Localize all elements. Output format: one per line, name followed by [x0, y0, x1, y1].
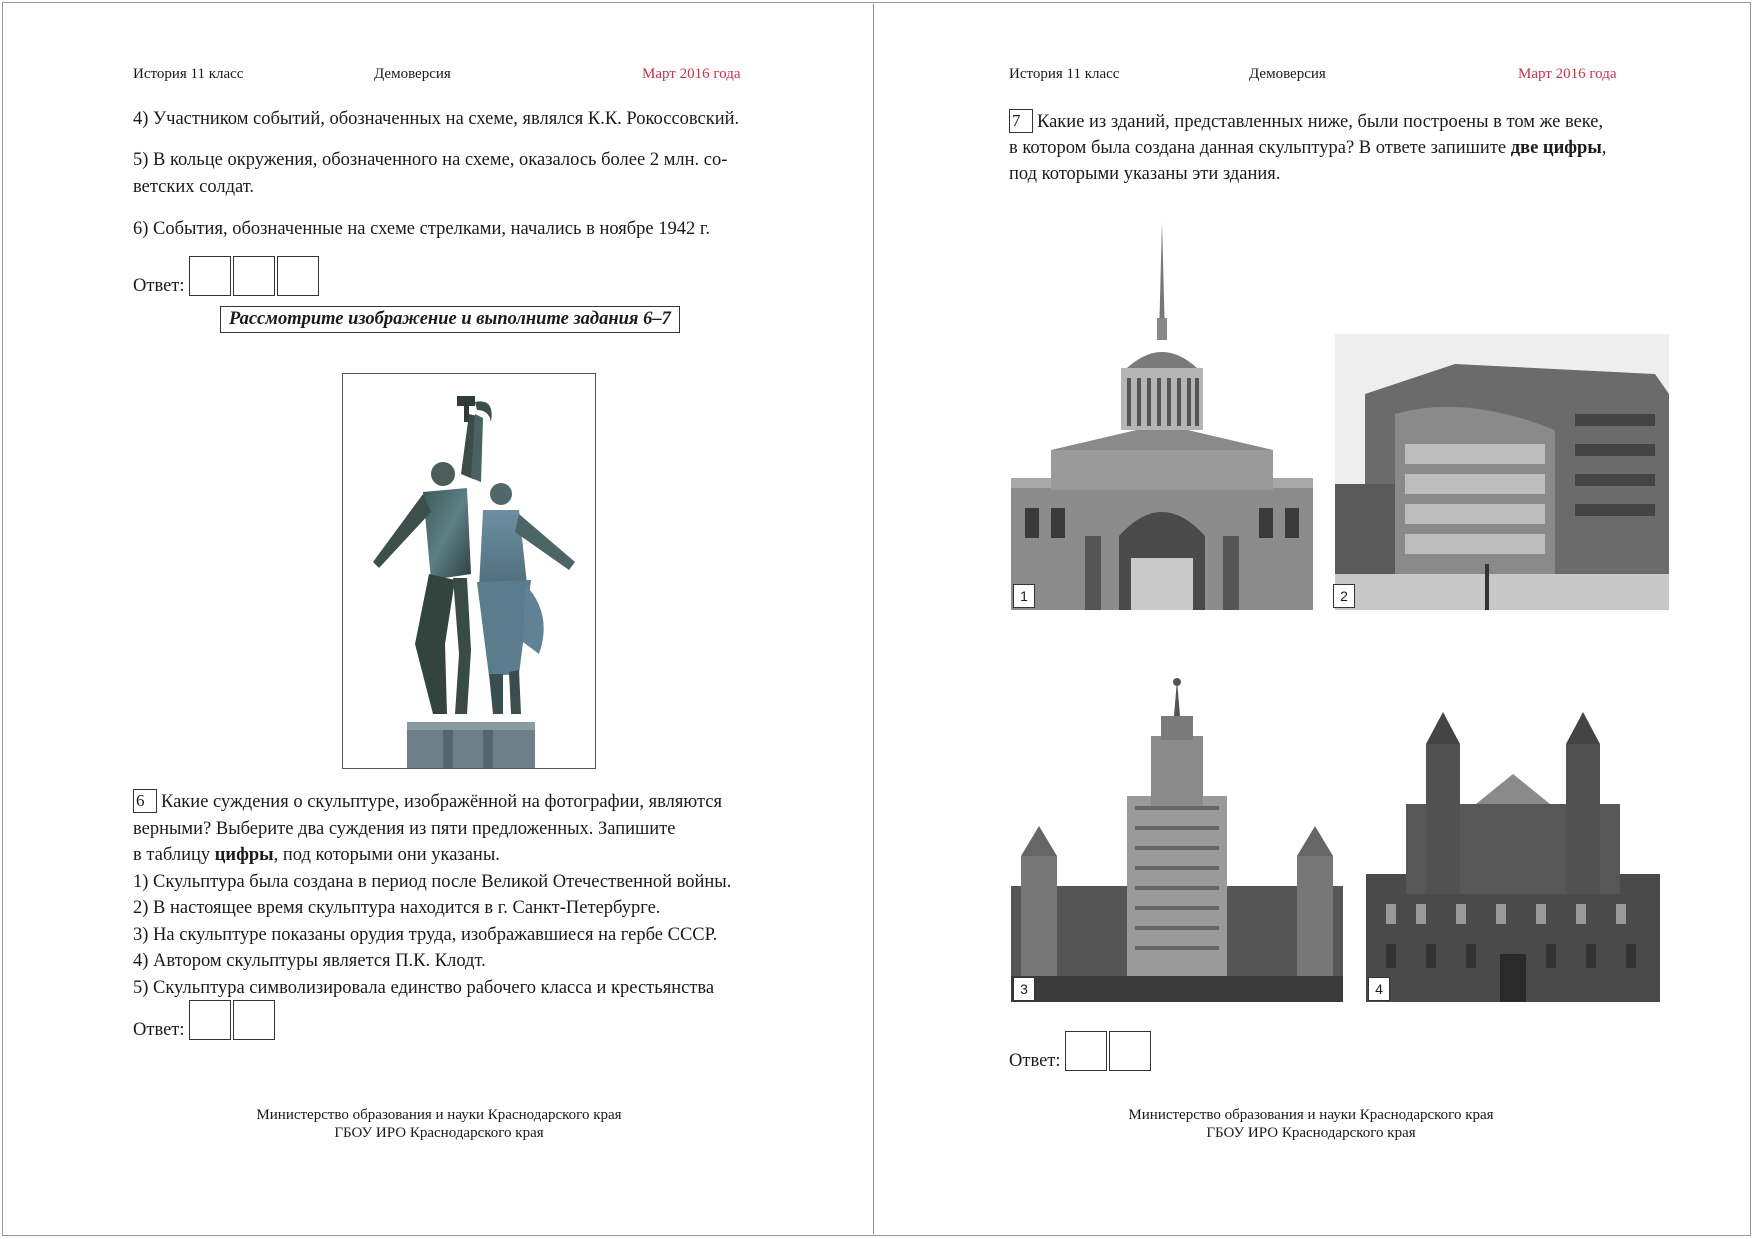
header-subject: История 11 класс — [1009, 66, 1120, 82]
statement-5b: ветских солдат. — [133, 177, 255, 197]
q6-option-1: 1) Скульптура была создана в период после Великой Отечественной войны. — [133, 872, 732, 892]
building-photo-3 — [1011, 676, 1343, 1002]
answer-cell-2[interactable] — [233, 1000, 275, 1040]
footer-left: Министерство образования и науки Краснодарского края ГБОУ ИРО Краснодарского края — [256, 1107, 622, 1141]
q6-option-2: 2) В настоящее время скульптура находится в г. Санкт-Петербурге. — [133, 898, 661, 918]
task-banner: Рассмотрите изображение и выполните задания 6–7 — [220, 306, 680, 333]
q7-line-2: в котором была создана данная скульптура? В ответе запишите две цифры, — [1009, 138, 1607, 158]
answer-row-q6 — [133, 1000, 277, 1040]
header-subject: История 11 класс — [133, 66, 244, 82]
building-label-4: 4 — [1368, 977, 1390, 1001]
statement-6: 6) События, обозначенные на схеме стрелками, начались в ноябре 1942 г. — [133, 219, 710, 239]
building-label-3: 3 — [1013, 977, 1035, 1001]
page-left — [4, 4, 874, 1234]
answer-cell-3[interactable] — [277, 256, 319, 296]
answer-cell-2[interactable] — [1109, 1031, 1151, 1071]
q6-option-5: 5) Скульптура символизировала единство рабочего класса и крестьянства — [133, 978, 715, 998]
q6-option-3: 3) На скульптуре показаны орудия труда, изображавшиеся на гербе СССР. — [133, 925, 718, 945]
q6-line-2: верными? Выберите два суждения из пяти предложенных. Запишите — [133, 819, 676, 839]
q7-line-1: 7 Какие из зданий, представленных ниже, были построены в том же веке, — [1009, 109, 1603, 136]
answer-cell-1[interactable] — [189, 256, 231, 296]
header-date: Март 2016 года — [1518, 66, 1617, 82]
answer-cell-1[interactable] — [189, 1000, 231, 1040]
answer-cell-2[interactable] — [233, 256, 275, 296]
building-photo-2 — [1335, 334, 1669, 610]
building-photo-1 — [1011, 218, 1313, 610]
answer-label: Ответ: — [1009, 1051, 1061, 1071]
building-photo-4 — [1366, 704, 1660, 1002]
answer-row-q5 — [133, 256, 321, 296]
answer-label: Ответ: — [133, 276, 185, 296]
answer-cell-1[interactable] — [1065, 1031, 1107, 1071]
question-number-6: 6 — [133, 789, 157, 813]
statement-5a: 5) В кольце окружения, обозначенного на схеме, оказалось более 2 млн. со- — [133, 150, 728, 170]
building-label-1: 1 — [1013, 584, 1035, 608]
header-type: Демоверсия — [1249, 66, 1326, 82]
worker-and-kolkhoz-woman-image — [343, 374, 595, 768]
footer-right: Министерство образования и науки Краснодарского края ГБОУ ИРО Краснодарского края — [1128, 1107, 1494, 1141]
q6-line-1: 6 Какие суждения о скульптуре, изображённой на фотографии, являются — [133, 789, 722, 816]
statement-4: 4) Участником событий, обозначенных на схеме, являлся К.К. Рокоссовский. — [133, 109, 740, 129]
answer-label: Ответ: — [133, 1020, 185, 1040]
sculpture-photo — [342, 373, 596, 769]
page-right — [876, 4, 1746, 1234]
building-label-2: 2 — [1333, 584, 1355, 608]
q6-line-3: в таблицу цифры, под которыми они указаны. — [133, 845, 500, 865]
q6-option-4: 4) Автором скульптуры является П.К. Клодт. — [133, 951, 486, 971]
question-number-7: 7 — [1009, 109, 1033, 133]
q7-line-3: под которыми указаны эти здания. — [1009, 164, 1281, 184]
header-type: Демоверсия — [374, 66, 451, 82]
answer-row-q7 — [1009, 1031, 1153, 1071]
header-date: Март 2016 года — [642, 66, 741, 82]
